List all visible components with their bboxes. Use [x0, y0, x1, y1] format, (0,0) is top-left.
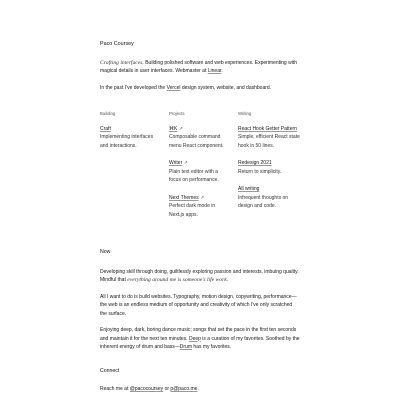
now-heading: Now [100, 249, 111, 255]
now-paragraph-3: Enjoying deep, dark, boring dance music; songs that set the pace in the first ten seconds and maintain it for the next ten minutes. Deep is a curation of my favorites. Soothed by the inherent energy of drum and bass—Drum has my favorites. [100, 327, 300, 350]
email-link[interactable]: p@paco.me [170, 386, 198, 392]
external-arrow-icon: ↗ [178, 125, 183, 131]
now-paragraph-2: All I want to do is build websites. Typography, motion design, copywriting, performance—the web is an endless medium of opportunity and creativity of which I've only scratched the surface. [100, 293, 297, 317]
project-columns [100, 110, 300, 228]
project-item [169, 194, 238, 220]
project-description: Simple, efficient React state hook in 50 lines. [238, 134, 300, 149]
column-projects [169, 110, 238, 228]
tagline-text: Building polished software and web experiences. Experimenting with magical details in user interfaces. Webmaster at [100, 59, 297, 74]
connect-section [100, 367, 300, 394]
project-item [238, 185, 300, 211]
project-description: Composable command menu React component. [169, 134, 224, 149]
column-writing [238, 110, 300, 228]
react-hook-getter-link[interactable]: React Hook Getter Pattern [238, 125, 297, 132]
project-description: Return to simplicity. [238, 168, 282, 175]
project-description: Plain text editor with a focus on performance. [169, 168, 219, 183]
project-item [169, 159, 238, 185]
main-content [100, 40, 300, 394]
tagline-italic: Crafting interfaces. [100, 59, 144, 66]
cmdk-link[interactable]: ⌘K [169, 125, 178, 132]
column-building [100, 110, 169, 228]
connect-text: Reach me at @pacocoursey or p@paco.me. [100, 386, 199, 392]
project-item [169, 125, 238, 151]
project-item [100, 125, 169, 151]
linear-link[interactable]: Linear [207, 68, 222, 74]
connect-heading: Connect [100, 367, 120, 374]
external-arrow-icon: ↗ [183, 160, 188, 165]
column-heading: Projects [169, 111, 185, 116]
now-paragraph-1: Developing skill through doing, guiltlessly exploring passion and interests, imbuing quality. Mindful that everything around me is someone's life work. [100, 268, 299, 283]
all-writing-link[interactable]: All writing [238, 186, 260, 192]
project-description: Perfect dark mode in Next.js apps. [169, 203, 216, 218]
drum-link[interactable]: Drum [179, 344, 193, 350]
redesign-2021-link[interactable]: Redesign 2021 [238, 160, 272, 166]
now-italic-quote: everything around me is someone's life work. [127, 277, 229, 283]
column-heading: Writing [238, 111, 252, 116]
project-item [238, 125, 300, 151]
column-heading: Building [100, 111, 116, 116]
project-item [238, 159, 300, 176]
vercel-link[interactable]: Vercel [166, 84, 181, 91]
deep-link[interactable]: Deep [188, 335, 201, 342]
now-section [100, 248, 300, 352]
intro-past: In the past I've developed the Vercel design system, website, and dashboard. [100, 84, 272, 91]
next-themes-link[interactable]: Next Themes [169, 194, 199, 201]
external-arrow-icon: ↗ [200, 194, 205, 200]
writer-link[interactable]: Writer [169, 160, 183, 166]
project-description: Implementing interfaces and interactions. [100, 134, 154, 149]
intro-tagline: Crafting interfaces. Building polished software and web experiences. Experimenting with magical details in user interfaces. Webmaster at Linear. [100, 59, 297, 74]
project-description: Infrequent thoughts on design and code. [238, 194, 289, 209]
craft-link[interactable]: Craft [100, 125, 111, 132]
site-name: Paco Coursey [100, 41, 134, 47]
twitter-link[interactable]: @pacocoursey [129, 386, 164, 392]
